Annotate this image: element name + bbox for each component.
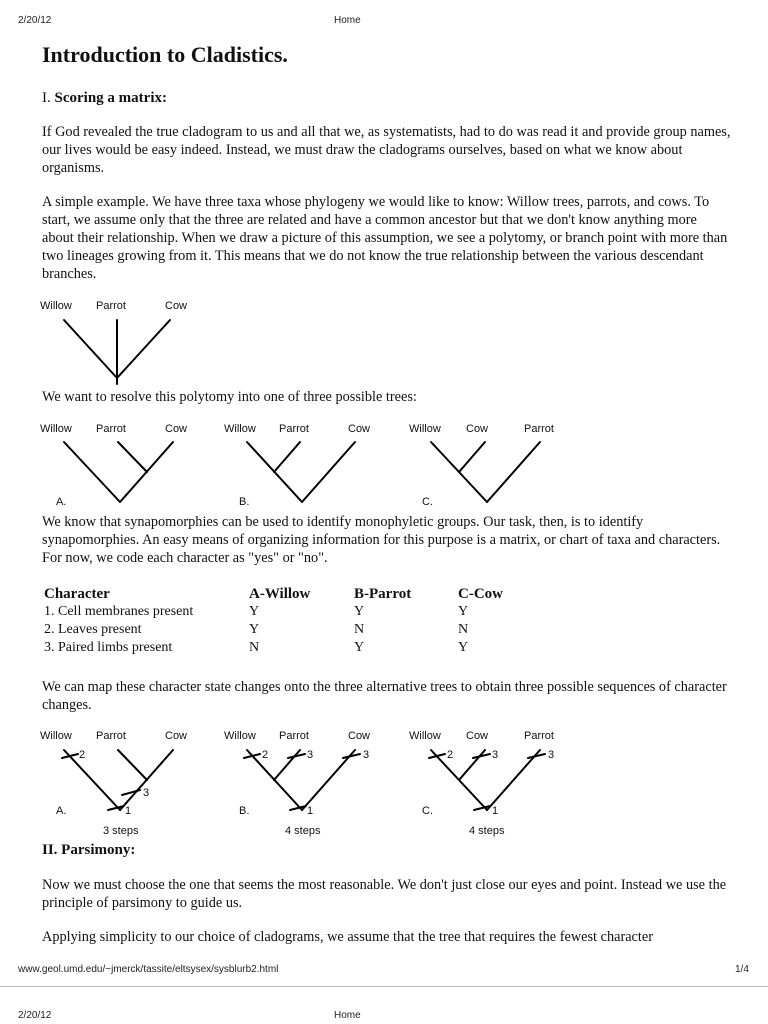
- mapped-b-letter: B.: [239, 805, 250, 817]
- paragraph-example: A simple example. We have three taxa whose phylogeny we would like to know: Willow trees, parrots, and cows. To start, we assume only that the three are related and have a common ancestor but that we don't know anything more about their relationship. When we draw a picture of this assumption, we see a polytomy, or branch point with more than two lineages growing from it. This means that we do not know the true relationship between the various descendant branches.: [42, 194, 728, 282]
- tree-b: [247, 442, 355, 502]
- polytomy-tree: [64, 320, 170, 384]
- mapped-b-mark-2: 2: [262, 749, 269, 761]
- mapped-a-label-3: Cow: [165, 730, 188, 742]
- mapped-a-label-2: Parrot: [96, 730, 126, 742]
- matrix-header-willow: A-Willow: [249, 586, 311, 602]
- tree-b-letter: B.: [239, 496, 250, 508]
- mapped-b-mark-3b: 3: [363, 749, 370, 761]
- mapped-c-letter: C.: [422, 805, 433, 817]
- mapped-a-mark-1: 1: [125, 805, 132, 817]
- mapped-tree-c: [429, 750, 545, 810]
- tree-c-label-2: Cow: [466, 423, 489, 435]
- matrix-cell: N: [458, 622, 469, 637]
- matrix-cell: Y: [249, 622, 260, 637]
- section-number: I.: [42, 90, 51, 106]
- tree-a-letter: A.: [56, 496, 67, 508]
- matrix-cell: Y: [249, 604, 260, 619]
- matrix-cell: N: [354, 622, 365, 637]
- mapped-a-label-1: Willow: [40, 730, 72, 742]
- mapped-c-steps: 4 steps: [469, 825, 505, 837]
- matrix-cell: 2. Leaves present: [44, 622, 142, 637]
- footer-url: www.geol.umd.edu/~jmerck/tassite/eltsysex/sysblurb2.html: [18, 964, 279, 975]
- mapped-b-steps: 4 steps: [285, 825, 321, 837]
- matrix-cell: 3. Paired limbs present: [44, 640, 173, 655]
- mapped-c-label-1: Willow: [409, 730, 441, 742]
- tree-a-label-1: Willow: [40, 423, 72, 435]
- matrix-cell: N: [249, 640, 260, 655]
- matrix-cell: Y: [458, 604, 469, 619]
- mapped-b-label-2: Parrot: [279, 730, 309, 742]
- polytomy-label-cow: Cow: [165, 300, 188, 312]
- paragraph-synapomorphies: We know that synapomorphies can be used to identify monophyletic groups. Our task, then, is to identify synapomorphies. An easy means of organizing information for this purpose is a matrix, or chart of taxa and characters. For now, we code each character as "yes" or "no".: [42, 514, 721, 566]
- tree-c-letter: C.: [422, 496, 433, 508]
- polytomy-label-parrot: Parrot: [96, 300, 126, 312]
- matrix-cell: Y: [354, 604, 365, 619]
- mapped-a-mark-2: 2: [79, 749, 86, 761]
- mapped-b-mark-1: 1: [307, 805, 314, 817]
- print-title: Home: [334, 15, 361, 26]
- next-print-title: Home: [334, 1010, 361, 1021]
- tree-c: [431, 442, 540, 502]
- mapped-tree-b: [244, 750, 360, 810]
- tree-b-label-3: Cow: [348, 423, 371, 435]
- mapped-c-mark-3b: 3: [548, 749, 555, 761]
- mapped-c-label-3: Parrot: [524, 730, 554, 742]
- tree-b-label-2: Parrot: [279, 423, 309, 435]
- matrix-cell: Y: [458, 640, 469, 655]
- mapped-c-label-2: Cow: [466, 730, 489, 742]
- mapped-a-letter: A.: [56, 805, 67, 817]
- mapped-c-mark-3a: 3: [492, 749, 499, 761]
- mapped-b-mark-3a: 3: [307, 749, 314, 761]
- next-print-date: 2/20/12: [18, 1010, 52, 1021]
- tree-a: [64, 442, 173, 502]
- matrix-header-parrot: B-Parrot: [354, 586, 412, 602]
- mapped-c-mark-2: 2: [447, 749, 454, 761]
- polytomy-label-willow: Willow: [40, 300, 72, 312]
- tree-a-label-3: Cow: [165, 423, 188, 435]
- mapped-b-label-1: Willow: [224, 730, 256, 742]
- matrix-cell: Y: [354, 640, 365, 655]
- paragraph-simplicity: Applying simplicity to our choice of cladograms, we assume that the tree that requires the fewest character: [42, 929, 653, 945]
- paragraph-resolve: We want to resolve this polytomy into one of three possible trees:: [42, 389, 417, 405]
- tree-c-label-1: Willow: [409, 423, 441, 435]
- matrix-cell: 1. Cell membranes present: [44, 604, 194, 619]
- section-heading-2: II. Parsimony:: [42, 842, 136, 858]
- page-title: Introduction to Cladistics.: [42, 42, 288, 67]
- paragraph-mapping: We can map these character state changes onto the three alternative trees to obtain three possible sequences of character changes.: [42, 679, 727, 713]
- paragraph-intro: If God revealed the true cladogram to us and all that we, as systematists, had to do was read it and provide group names, our lives would be easy indeed. Instead, we must draw the cladograms ourselves, based on what we know about organisms.: [42, 124, 731, 176]
- mapped-c-mark-1: 1: [492, 805, 499, 817]
- mapped-tree-a: [62, 750, 173, 810]
- tree-c-label-3: Parrot: [524, 423, 554, 435]
- footer-page-number: 1/4: [735, 964, 749, 975]
- mapped-b-label-3: Cow: [348, 730, 371, 742]
- mapped-a-mark-3: 3: [143, 787, 150, 799]
- section-title: Scoring a matrix:: [54, 90, 167, 106]
- matrix-header-cow: C-Cow: [458, 586, 503, 602]
- tree-a-label-2: Parrot: [96, 423, 126, 435]
- matrix-header-character: Character: [44, 586, 110, 602]
- paragraph-parsimony: Now we must choose the one that seems the most reasonable. We don't just close our eyes and point. Instead we use the principle of parsimony to guide us.: [42, 877, 727, 911]
- tree-b-label-1: Willow: [224, 423, 256, 435]
- print-date: 2/20/12: [18, 15, 52, 26]
- mapped-a-steps: 3 steps: [103, 825, 139, 837]
